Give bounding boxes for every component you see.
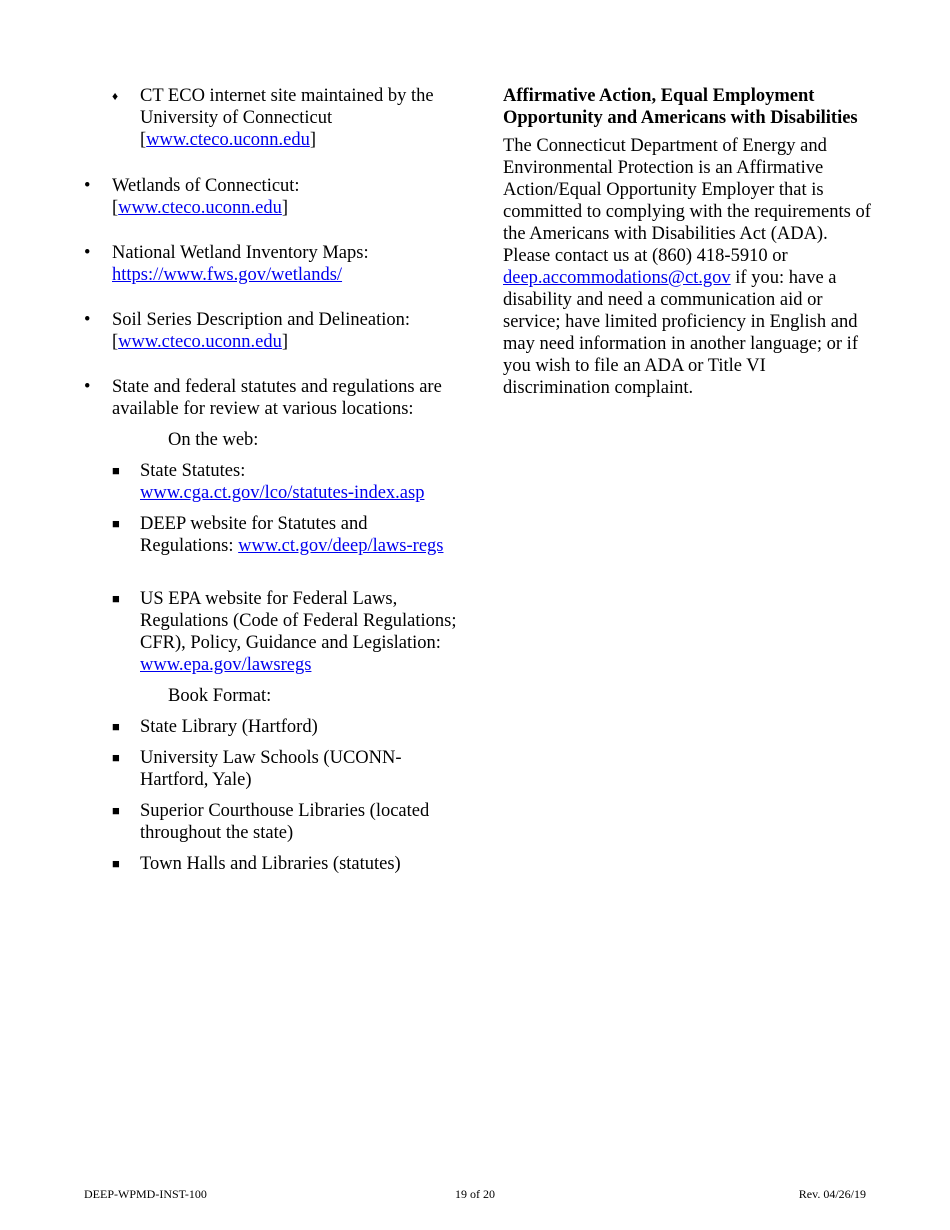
right-column — [503, 85, 873, 399]
list-item-state-statutes: ■ State Statutes: www.cga.ct.gov/lco/statutes-index.asp — [112, 461, 425, 503]
square-bullet-icon: ■ — [112, 719, 120, 734]
section-heading: Affirmative Action, Equal Employment Opportunity and Americans with Disabilities — [503, 86, 858, 128]
footer-page-number: 19 of 20 — [455, 1187, 495, 1201]
state-statutes-link[interactable]: www.cga.ct.gov/lco/statutes-index.asp — [140, 483, 425, 503]
bullet-icon: • — [84, 310, 91, 330]
list-item-epa-site: ■ US EPA website for Federal Laws, Regulations (Code of Federal Regulations; CFR), Policy, Guidance and Legislation: www.epa.gov/lawsregs — [112, 589, 457, 675]
nwi-link[interactable]: https://www.fws.gov/wetlands/ — [112, 265, 343, 285]
bullet-icon: • — [84, 243, 91, 263]
accommodations-email-link[interactable]: deep.accommodations@ct.gov — [503, 268, 731, 288]
on-web-label: On the web: — [168, 430, 259, 450]
soil-link[interactable]: www.cteco.uconn.edu — [118, 332, 282, 352]
wetlands-link[interactable]: www.cteco.uconn.edu — [118, 198, 282, 218]
ada-paragraph: The Connecticut Department of Energy and Environmental Protection is an Affirmative Action/Equal Opportunity Employer that is committed to complying with the requirements of the Americans with Disabilities Act (ADA). Please contact us at (860) 418-5910 or deep.accommodations@ct.gov if you: have a disability and need a communication aid or service; have limited proficiency in English and may need information in another language; or if you wish to file an ADA or Title VI discrimination complaint. — [503, 136, 871, 398]
square-bullet-icon: ■ — [112, 856, 120, 871]
square-bullet-icon: ■ — [112, 803, 120, 818]
epa-link[interactable]: www.epa.gov/lawsregs — [140, 655, 312, 675]
deep-laws-link[interactable]: www.ct.gov/deep/laws-regs — [238, 536, 444, 556]
list-item-soil: • Soil Series Description and Delineation: [www.cteco.uconn.edu] — [84, 310, 410, 352]
footer-doc-id: DEEP-WPMD-INST-100 — [84, 1187, 207, 1201]
square-bullet-icon: ■ — [112, 516, 120, 531]
list-item-wetlands: • Wetlands of Connecticut: [www.cteco.uconn.edu] — [84, 176, 300, 218]
square-bullet-icon: ■ — [112, 750, 120, 765]
square-bullet-icon: ■ — [112, 463, 120, 478]
list-item-cteco: ♦ CT ECO internet site maintained by the University of Connecticut [www.cteco.uconn.edu] — [112, 86, 434, 150]
bullet-icon: • — [84, 377, 91, 397]
list-item: ■ Town Halls and Libraries (statutes) — [112, 854, 401, 874]
list-item: ■ University Law Schools (UCONN-Hartford, Yale) — [112, 748, 402, 790]
list-item: ■ Superior Courthouse Libraries (located throughout the state) — [112, 801, 430, 843]
list-item-statutes: • State and federal statutes and regulations are available for review at various locations: — [84, 377, 442, 419]
list-item: ■ State Library (Hartford) — [112, 717, 318, 737]
cteco-link[interactable]: www.cteco.uconn.edu — [146, 130, 310, 150]
book-format-label: Book Format: — [168, 686, 272, 706]
bullet-icon: • — [84, 176, 91, 196]
list-item-nwi: • National Wetland Inventory Maps: https://www.fws.gov/wetlands/ — [84, 243, 369, 285]
list-item-deep-site: ■ DEEP website for Statutes and Regulations: www.ct.gov/deep/laws-regs — [112, 514, 444, 556]
footer-revision: Rev. 04/26/19 — [798, 1187, 866, 1201]
left-column — [84, 85, 464, 875]
square-bullet-icon: ■ — [112, 591, 120, 606]
diamond-bullet-icon: ♦ — [112, 89, 119, 103]
